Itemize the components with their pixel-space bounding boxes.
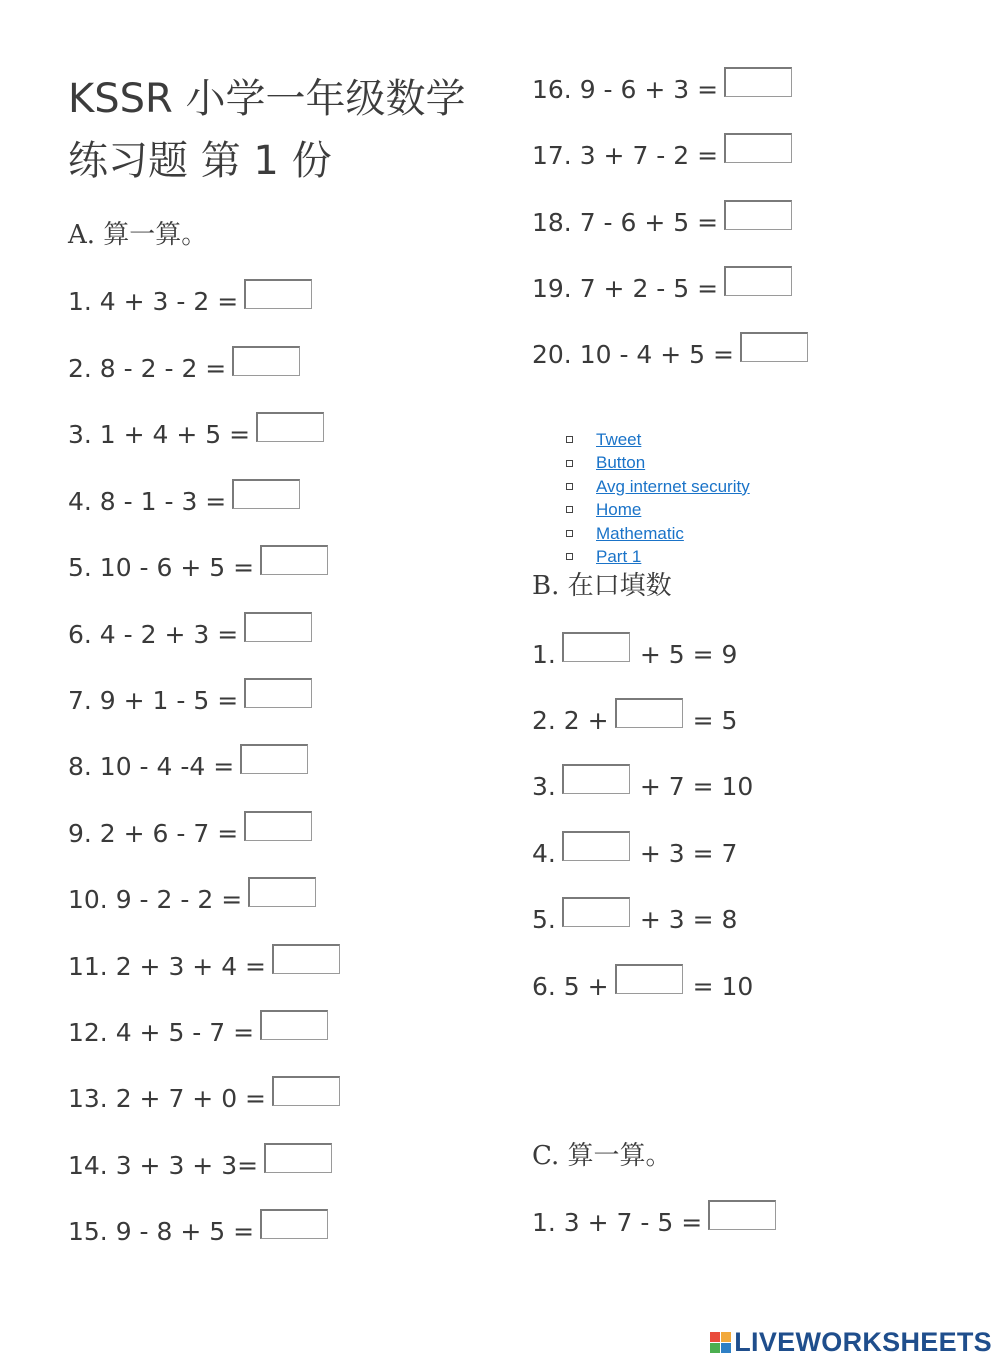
equation-text: 17. 3 + 7 - 2 = (532, 141, 719, 170)
equation-suffix: = 5 (692, 706, 738, 735)
equation-suffix: + 5 = 9 (639, 640, 738, 669)
equation-prefix: 2. 2 + (532, 706, 609, 735)
equation-text: 20. 10 - 4 + 5 = (532, 340, 734, 369)
logo-square (710, 1343, 720, 1353)
equation-text: 7. 9 + 1 - 5 = (68, 686, 239, 715)
equation-suffix: = 10 (692, 972, 754, 1001)
answer-box[interactable] (232, 346, 300, 376)
equation-text: 10. 9 - 2 - 2 = (68, 885, 243, 914)
equation-text: 6. 4 - 2 + 3 = (68, 620, 239, 649)
answer-box[interactable] (562, 897, 630, 927)
equation-text: 13. 2 + 7 + 0 = (68, 1084, 266, 1113)
answer-box[interactable] (724, 266, 792, 296)
equation-text: 9. 2 + 6 - 7 = (68, 819, 239, 848)
fill-in-row (532, 638, 737, 672)
equation-text: 1. 4 + 3 - 2 = (68, 287, 239, 316)
link-button[interactable]: Button (596, 453, 646, 473)
answer-box[interactable] (244, 612, 312, 642)
equation-text: 4. 8 - 1 - 3 = (68, 487, 227, 516)
answer-box[interactable] (724, 200, 792, 230)
equation-row (68, 817, 312, 851)
answer-box[interactable] (740, 332, 808, 362)
equation-row (532, 139, 792, 173)
answer-box[interactable] (272, 944, 340, 974)
equation-row (532, 73, 792, 107)
equation-row (532, 272, 792, 306)
answer-box[interactable] (232, 479, 300, 509)
equation-suffix: + 3 = 8 (639, 905, 738, 934)
section-c-heading: C. 算一算。 (532, 1141, 672, 1171)
equation-prefix: 5. (532, 905, 556, 934)
answer-box[interactable] (562, 632, 630, 662)
link-mathematic[interactable]: Mathematic (596, 523, 684, 543)
logo-square (721, 1343, 731, 1353)
equation-suffix: + 3 = 7 (639, 839, 738, 868)
answer-box[interactable] (724, 67, 792, 97)
link-home[interactable]: Home (596, 500, 642, 520)
liveworksheets-logo (710, 1327, 992, 1358)
link-list-item (566, 498, 750, 521)
answer-box[interactable] (615, 698, 683, 728)
answer-box[interactable] (562, 764, 630, 794)
fill-in-row (532, 770, 753, 804)
equation-text: 15. 9 - 8 + 5 = (68, 1217, 255, 1246)
equation-row (68, 418, 324, 452)
section-b-heading: B. 在口填数 (532, 571, 672, 601)
square-bullet-icon (566, 553, 573, 560)
equation-text: 19. 7 + 2 - 5 = (532, 274, 719, 303)
fill-in-row (532, 704, 737, 738)
equation-row (532, 1206, 776, 1240)
equation-row (68, 352, 300, 386)
square-bullet-icon (566, 530, 573, 537)
equation-text: 3. 1 + 4 + 5 = (68, 420, 251, 449)
answer-box[interactable] (256, 412, 324, 442)
section-a-heading: A. 算一算。 (68, 220, 208, 250)
answer-box[interactable] (260, 1010, 328, 1040)
equation-row (68, 684, 312, 718)
equation-text: 16. 9 - 6 + 3 = (532, 75, 719, 104)
equation-text: 11. 2 + 3 + 4 = (68, 952, 266, 981)
equation-row (532, 206, 792, 240)
equation-row (68, 950, 340, 984)
equation-row (68, 618, 312, 652)
equation-row (68, 1082, 340, 1116)
link-list-item (566, 522, 750, 545)
logo-mark-icon (710, 1332, 731, 1353)
answer-box[interactable] (244, 811, 312, 841)
square-bullet-icon (566, 460, 573, 467)
equation-text: 1. 3 + 7 - 5 = (532, 1208, 703, 1237)
link-list (566, 428, 750, 568)
page-title: KSSR 小学一年级数学练习题 第 1 份 (68, 76, 466, 184)
equation-prefix: 6. 5 + (532, 972, 609, 1001)
equation-text: 12. 4 + 5 - 7 = (68, 1018, 255, 1047)
link-list-item (566, 475, 750, 498)
answer-box[interactable] (724, 133, 792, 163)
answer-box[interactable] (244, 678, 312, 708)
equation-text: 14. 3 + 3 + 3= (68, 1151, 259, 1180)
link-list-item (566, 451, 750, 474)
answer-box[interactable] (272, 1076, 340, 1106)
link-tweet[interactable]: Tweet (596, 430, 642, 449)
equation-row (68, 1016, 328, 1050)
answer-box[interactable] (244, 279, 312, 309)
equation-row (68, 1149, 332, 1183)
logo-square (721, 1332, 731, 1342)
fill-in-row (532, 837, 737, 871)
answer-box[interactable] (615, 964, 683, 994)
fill-in-row (532, 970, 753, 1004)
answer-box[interactable] (264, 1143, 332, 1173)
equation-row (68, 485, 300, 519)
equation-row (68, 551, 328, 585)
equation-suffix: + 7 = 10 (639, 772, 754, 801)
fill-in-row (532, 903, 737, 937)
equation-row (532, 338, 808, 372)
answer-box[interactable] (260, 1209, 328, 1239)
square-bullet-icon (566, 483, 573, 490)
answer-box[interactable] (708, 1200, 776, 1230)
answer-box[interactable] (562, 831, 630, 861)
equation-prefix: 4. (532, 839, 556, 868)
equation-row (68, 285, 312, 319)
equation-text: 5. 10 - 6 + 5 = (68, 553, 255, 582)
equation-text: 8. 10 - 4 -4 = (68, 752, 235, 781)
equation-row (68, 1215, 328, 1249)
equation-prefix: 3. (532, 772, 556, 801)
equation-prefix: 1. (532, 640, 556, 669)
logo-square (710, 1332, 720, 1342)
link-avg-internet-security[interactable]: Avg internet security (596, 476, 750, 496)
link-list-item (566, 545, 750, 568)
logo-text: LIVEWORKSHEETS (734, 1327, 992, 1357)
answer-box[interactable] (260, 545, 328, 575)
link-part-1[interactable]: Part 1 (596, 547, 642, 567)
equation-text: 18. 7 - 6 + 5 = (532, 208, 719, 237)
link-list-item (566, 428, 750, 451)
equation-text: 2. 8 - 2 - 2 = (68, 354, 227, 383)
equation-row (68, 883, 316, 917)
square-bullet-icon (566, 506, 573, 513)
answer-box[interactable] (248, 877, 316, 907)
square-bullet-icon (566, 436, 573, 443)
equation-row (68, 750, 308, 784)
answer-box[interactable] (240, 744, 308, 774)
